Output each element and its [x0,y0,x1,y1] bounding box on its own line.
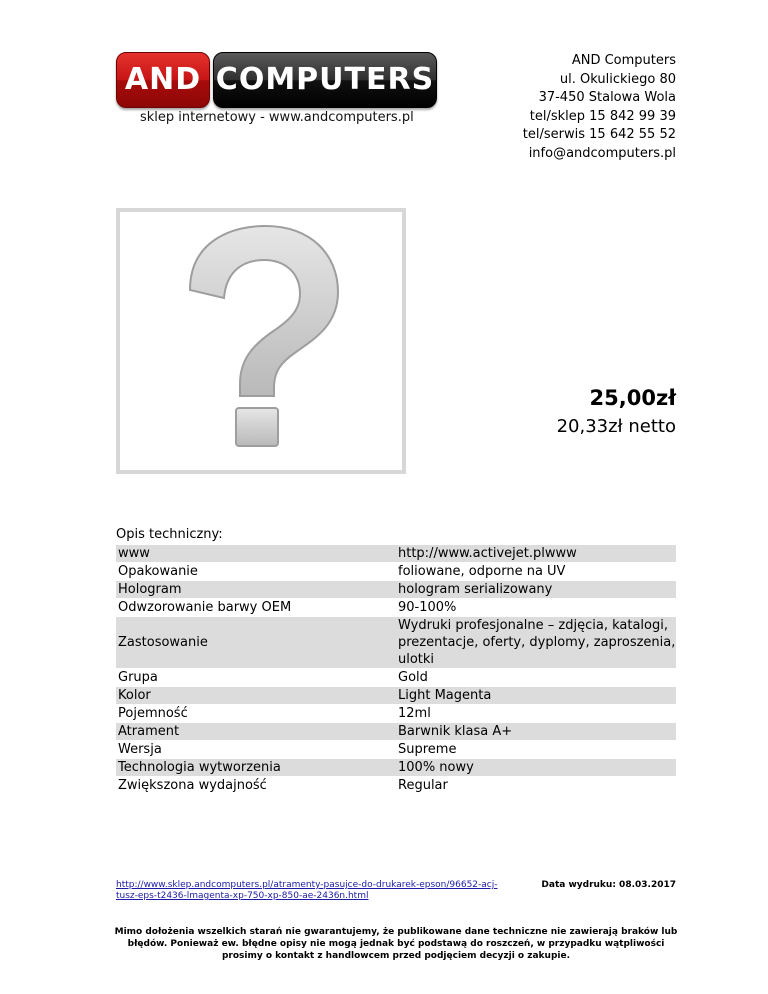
spec-value: Gold [396,669,676,687]
disclaimer-text: Mimo dołożenia wszelkich starań nie gwarantujemy, że publikowane dane techniczne nie zawierają braków lub błędów. Ponieważ ew. błędne opisy nie mogą jednak być podstawą do roszczeń, w przypadku wątpliwości prosimy o kontakt z handlowcem przed podjęciem decyzji o zakupie. [114,927,678,961]
table-row [116,563,676,581]
company-email: info@andcomputers.pl [528,145,676,161]
company-city: 37-450 Stalowa Wola [538,90,676,106]
table-row [116,741,676,759]
question-mark-placeholder-icon [120,212,402,470]
spec-value: 12ml [396,705,676,723]
table-row [116,545,676,563]
company-name: AND Computers [571,53,676,68]
table-row [116,687,676,705]
spec-key: Zastosowanie [116,617,396,669]
table-row [116,777,676,795]
spec-value: hologram serializowany [396,581,676,599]
company-street: ul. Okulickiego 80 [559,71,676,87]
spec-value: Supreme [396,741,676,759]
product-url-link[interactable]: http://www.sklep.andcomputers.pl/atramenty-pasujce-do-drukarek-epson/96652-acj-tusz-eps-t2436-lmagenta-xp-750-xp-850-ae-2436n.html [116,880,498,901]
table-row [116,759,676,777]
spec-key: Hologram [116,581,396,599]
spec-key: Kolor [116,687,396,705]
spec-value: Regular [396,777,676,795]
spec-key: Grupa [116,669,396,687]
table-row [116,705,676,723]
spec-key: Atrament [116,723,396,741]
store-logo [116,52,436,108]
spec-key: Wersja [116,741,396,759]
logo-and-part: AND [116,52,210,108]
spec-key: Technologia wytworzenia [116,759,396,777]
company-phone-service: tel/serwis 15 642 55 52 [522,127,676,143]
product-image-placeholder [116,208,406,474]
spec-value: 100% nowy [396,759,676,777]
table-row [116,723,676,741]
table-row [116,617,676,669]
table-row [116,669,676,687]
spec-value: http://www.activejet.plwww [396,545,676,563]
spec-value: foliowane, odporne na UV [396,563,676,581]
spec-value: 90-100% [396,599,676,617]
product-price-gross: 25,00zł [589,386,676,410]
spec-key: Odwzorowanie barwy OEM [116,599,396,617]
spec-value: Light Magenta [396,687,676,705]
spec-value: Wydruki profesjonalne – zdjęcia, katalogi, prezentacje, oferty, dyplomy, zaproszenia, ulotki [398,618,676,667]
specs-table [116,544,676,794]
store-tagline: sklep internetowy - www.andcomputers.pl [140,110,414,125]
company-contact [523,52,676,164]
table-row [116,581,676,599]
table-row [116,599,676,617]
logo-computers-part: COMPUTERS [213,52,437,108]
spec-key: Zwiększona wydajność [116,777,396,795]
company-phone-shop: tel/sklep 15 842 99 39 [529,108,676,124]
spec-value: Barwnik klasa A+ [396,723,676,741]
spec-key: Opakowanie [116,563,396,581]
product-price-netto: 20,33zł netto [556,416,676,437]
spec-key: Pojemność [116,705,396,723]
print-date: Data wydruku: 08.03.2017 [541,880,676,890]
specs-title: Opis techniczny: [116,527,223,542]
spec-key: www [116,545,396,563]
